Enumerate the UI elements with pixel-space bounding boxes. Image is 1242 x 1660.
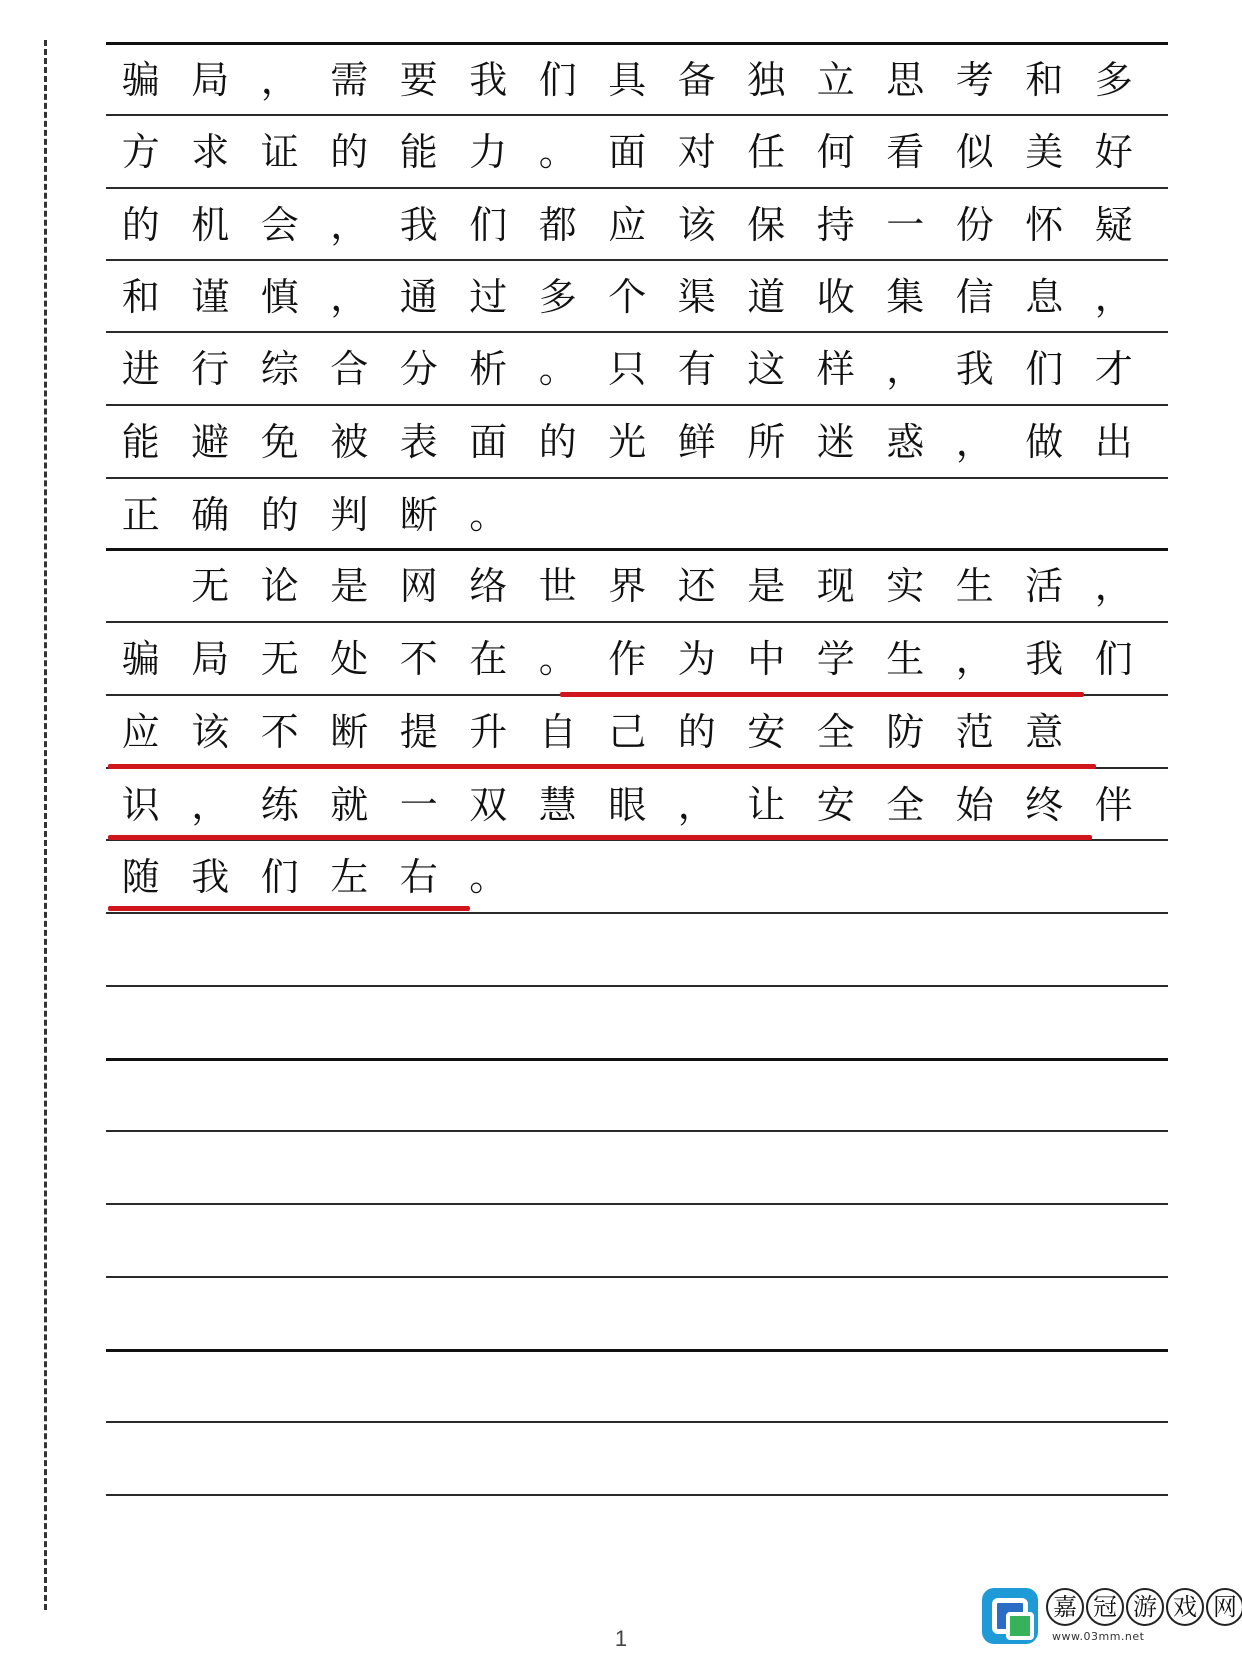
- text-char: 惑: [886, 420, 925, 464]
- ruled-line: [106, 1421, 1168, 1423]
- text-char: 和: [121, 275, 160, 319]
- text-char: 双: [469, 783, 508, 827]
- text-char: 疑: [1094, 203, 1133, 247]
- watermark-char: 游: [1126, 1588, 1164, 1626]
- text-char: 该: [677, 203, 716, 247]
- text-char: 和: [1025, 58, 1064, 102]
- text-char: 己: [608, 710, 647, 754]
- text-char: 就: [330, 783, 369, 827]
- text-char: 一: [886, 203, 925, 247]
- text-char: 要: [399, 58, 438, 102]
- text-char: 做: [1025, 420, 1064, 464]
- text-char: 行: [191, 347, 230, 391]
- text-char: 界: [608, 564, 647, 608]
- text-char: 网: [399, 564, 438, 608]
- text-char: 是: [747, 564, 786, 608]
- text-char: 右: [399, 855, 438, 899]
- text-char: 现: [816, 564, 855, 608]
- text-char: [106, 556, 176, 616]
- watermark-char: 嘉: [1046, 1588, 1084, 1626]
- text-char: 多: [538, 275, 577, 319]
- ruled-line: [106, 187, 1168, 189]
- text-char: 析: [469, 347, 508, 391]
- text-char: 只: [608, 347, 647, 391]
- ruled-line: [106, 259, 1168, 261]
- red-underline: [108, 764, 1096, 769]
- text-char: 会: [260, 203, 299, 247]
- site-watermark: [982, 1586, 1237, 1652]
- watermark-title: [1046, 1588, 1242, 1626]
- text-char: 无: [260, 637, 299, 681]
- text-char: 面: [469, 420, 508, 464]
- text-char: 方: [121, 130, 160, 174]
- text-char: 应: [608, 203, 647, 247]
- text-char: 们: [469, 203, 508, 247]
- text-char: 生: [886, 637, 925, 681]
- text-char: 鲜: [677, 420, 716, 464]
- text-char: 安: [747, 710, 786, 754]
- text-char: 立: [816, 58, 855, 102]
- watermark-char: 冠: [1086, 1588, 1124, 1626]
- text-char: 意: [1025, 710, 1064, 754]
- ruled-line: [106, 621, 1168, 623]
- text-char: 我: [1025, 637, 1064, 681]
- text-char: 力: [469, 130, 508, 174]
- text-char: 独: [747, 58, 786, 102]
- text-char: 安: [816, 783, 855, 827]
- text-char: 局: [191, 58, 230, 102]
- text-line: [106, 775, 1168, 835]
- text-line: [106, 556, 1168, 616]
- text-char: 免: [260, 420, 299, 464]
- text-char: 信: [955, 275, 994, 319]
- text-line: [106, 412, 1168, 472]
- text-char: 我: [399, 203, 438, 247]
- text-char: 能: [399, 130, 438, 174]
- text-char: 学: [816, 637, 855, 681]
- text-char: 道: [747, 275, 786, 319]
- text-char: 持: [816, 203, 855, 247]
- text-line: [106, 267, 1168, 327]
- red-underline: [108, 835, 1092, 840]
- text-char: 所: [747, 420, 786, 464]
- text-char: 们: [260, 855, 299, 899]
- text-char: 出: [1094, 420, 1133, 464]
- text-char: 生: [955, 564, 994, 608]
- text-char: 备: [677, 58, 716, 102]
- text-char: 分: [399, 347, 438, 391]
- text-char: 的: [260, 493, 299, 537]
- text-char: 中: [747, 637, 786, 681]
- text-char: 集: [886, 275, 925, 319]
- text-char: 无: [191, 564, 230, 608]
- text-char: 正: [121, 493, 160, 537]
- ruled-line: [106, 1203, 1168, 1205]
- text-char: 世: [538, 564, 577, 608]
- text-char: 好: [1094, 130, 1133, 174]
- watermark-char: 戏: [1166, 1588, 1204, 1626]
- text-char: 多: [1094, 58, 1133, 102]
- text-char: 我: [191, 855, 230, 899]
- text-char: ，: [677, 783, 716, 827]
- text-char: 才: [1094, 347, 1133, 391]
- text-char: ，: [330, 203, 369, 247]
- text-char: 络: [469, 564, 508, 608]
- text-char: 左: [330, 855, 369, 899]
- text-char: 这: [747, 347, 786, 391]
- text-char: 提: [399, 710, 438, 754]
- text-char: 我: [955, 347, 994, 391]
- text-char: 眼: [608, 783, 647, 827]
- text-char: 怀: [1025, 203, 1064, 247]
- text-char: 能: [121, 420, 160, 464]
- text-char: 处: [330, 637, 369, 681]
- text-char: 断: [330, 710, 369, 754]
- text-char: 随: [121, 855, 160, 899]
- text-char: 证: [260, 130, 299, 174]
- text-char: 不: [399, 637, 438, 681]
- ruled-line: [106, 1276, 1168, 1278]
- text-char: 升: [469, 710, 508, 754]
- ruled-line: [106, 331, 1168, 333]
- text-char: 避: [191, 420, 230, 464]
- text-char: 防: [886, 710, 925, 754]
- text-char: 。: [469, 855, 508, 899]
- text-char: 收: [816, 275, 855, 319]
- text-char: 始: [955, 783, 994, 827]
- text-char: 终: [1025, 783, 1064, 827]
- ruled-line: [106, 477, 1168, 479]
- watermark-char: 网: [1206, 1588, 1242, 1626]
- text-char: 骗: [121, 637, 160, 681]
- text-char: 的: [121, 203, 160, 247]
- text-char: 练: [260, 783, 299, 827]
- text-char: 表: [399, 420, 438, 464]
- ruled-line: [106, 1494, 1168, 1496]
- text-char: 求: [191, 130, 230, 174]
- text-char: 面: [608, 130, 647, 174]
- ruled-line: [106, 42, 1168, 45]
- text-char: 。: [538, 347, 577, 391]
- text-char: 思: [886, 58, 925, 102]
- text-char: 全: [816, 710, 855, 754]
- text-char: ，: [1094, 275, 1133, 319]
- text-char: 渠: [677, 275, 716, 319]
- text-char: 确: [191, 493, 230, 537]
- text-char: 被: [330, 420, 369, 464]
- text-char: 慎: [260, 275, 299, 319]
- text-char: 样: [816, 347, 855, 391]
- text-char: 应: [121, 710, 160, 754]
- text-char: 合: [330, 347, 369, 391]
- text-char: 我: [469, 58, 508, 102]
- text-char: ，: [955, 637, 994, 681]
- text-char: 保: [747, 203, 786, 247]
- page-number: 1: [614, 1626, 628, 1651]
- ruled-line: [106, 114, 1168, 116]
- text-char: ，: [330, 275, 369, 319]
- text-char: 有: [677, 347, 716, 391]
- dashed-margin-line: [44, 40, 47, 1610]
- ruled-line: [106, 985, 1168, 987]
- text-char: 论: [260, 564, 299, 608]
- ruled-line: [106, 912, 1168, 914]
- text-line: [106, 50, 1168, 110]
- text-char: 伴: [1094, 783, 1133, 827]
- text-char: 看: [886, 130, 925, 174]
- text-char: 综: [260, 347, 299, 391]
- red-underline: [108, 906, 470, 911]
- text-char: 骗: [121, 58, 160, 102]
- text-char: 对: [677, 130, 716, 174]
- text-char: ，: [1094, 564, 1133, 608]
- text-char: 。: [469, 493, 508, 537]
- text-char: 进: [121, 347, 160, 391]
- text-char: 机: [191, 203, 230, 247]
- text-char: 在: [469, 637, 508, 681]
- text-char: 是: [330, 564, 369, 608]
- text-char: ，: [191, 783, 230, 827]
- text-char: 为: [677, 637, 716, 681]
- text-char: 个: [608, 275, 647, 319]
- text-char: 过: [469, 275, 508, 319]
- ruled-line: [106, 1058, 1168, 1061]
- red-underline: [560, 692, 1084, 697]
- text-char: 判: [330, 493, 369, 537]
- text-line: [106, 195, 1168, 255]
- text-char: 们: [1025, 347, 1064, 391]
- text-line: [106, 339, 1168, 399]
- text-char: 断: [399, 493, 438, 537]
- text-char: 美: [1025, 130, 1064, 174]
- text-char: 范: [955, 710, 994, 754]
- text-char: 的: [330, 130, 369, 174]
- text-char: 作: [608, 637, 647, 681]
- text-char: 具: [608, 58, 647, 102]
- text-char: 不: [260, 710, 299, 754]
- text-line: [106, 847, 1168, 907]
- ruled-line: [106, 1349, 1168, 1352]
- text-char: 需: [330, 58, 369, 102]
- ruled-line: [106, 1130, 1168, 1132]
- text-char: 一: [399, 783, 438, 827]
- text-char: 似: [955, 130, 994, 174]
- text-char: 考: [955, 58, 994, 102]
- text-char: 份: [955, 203, 994, 247]
- text-char: 光: [608, 420, 647, 464]
- text-char: 息: [1025, 275, 1064, 319]
- watermark-url: www.03mm.net: [1052, 1630, 1145, 1643]
- text-char: 识: [121, 783, 160, 827]
- text-char: 通: [399, 275, 438, 319]
- text-char: 让: [747, 783, 786, 827]
- text-char: 局: [191, 637, 230, 681]
- text-char: 的: [677, 710, 716, 754]
- text-char: 们: [538, 58, 577, 102]
- text-char: ，: [886, 347, 925, 391]
- text-line: [106, 485, 1168, 545]
- site-logo-icon: [982, 1588, 1038, 1644]
- text-line: [106, 702, 1168, 762]
- text-char: ，: [260, 58, 299, 102]
- ruled-line: [106, 548, 1168, 551]
- text-char: 都: [538, 203, 577, 247]
- text-char: 活: [1025, 564, 1064, 608]
- text-line: [106, 122, 1168, 182]
- text-char: 。: [538, 130, 577, 174]
- text-char: ，: [955, 420, 994, 464]
- text-char: 实: [886, 564, 925, 608]
- text-char: 还: [677, 564, 716, 608]
- text-char: 该: [191, 710, 230, 754]
- text-char: 。: [538, 637, 577, 681]
- text-line: [106, 629, 1168, 689]
- text-char: 迷: [816, 420, 855, 464]
- ruled-line: [106, 404, 1168, 406]
- text-char: 们: [1094, 637, 1133, 681]
- text-char: 的: [538, 420, 577, 464]
- text-char: 任: [747, 130, 786, 174]
- text-char: 慧: [538, 783, 577, 827]
- text-char: 全: [886, 783, 925, 827]
- text-char: 谨: [191, 275, 230, 319]
- text-char: 自: [538, 710, 577, 754]
- text-char: 何: [816, 130, 855, 174]
